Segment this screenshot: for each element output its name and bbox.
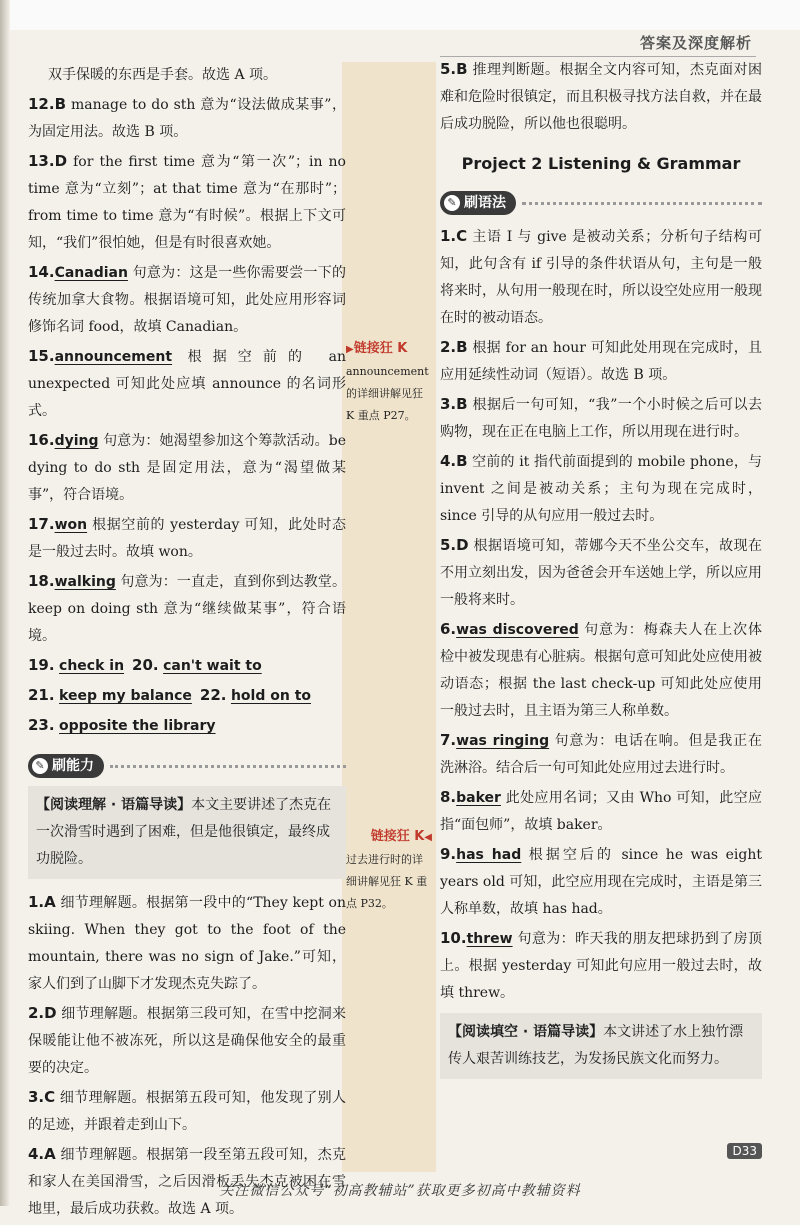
item-explanation: 根据语境可知，蒂娜今天不坐公交车，故现在不用立刻出发，因为爸爸会开车送她上学，所以应用一般将来时。: [440, 538, 762, 608]
item-answer: A: [44, 1145, 56, 1163]
link-note-tag: 链接狂 K: [370, 829, 425, 844]
item-number: 14.: [28, 263, 55, 281]
footer-note: 关注微信公众号“初高教辅站”获取更多初高中教辅资料: [219, 1183, 581, 1199]
header-title: 答案及深度解析: [639, 34, 752, 52]
page-number: D33: [727, 1143, 762, 1159]
item-explanation: 细节理解题。根据第一段至第五段可知，杰克和家人在美国滑雪，之后因滑板丢失杰克被困在雪地里，最后成功获救。故选 A 项。: [28, 1147, 346, 1217]
item-explanation: 句意为：梅森夫人在上次体检中被发现患有心脏病。根据句意可知此处应使用被动语态；根据 the last check-up 可知此处应使用一般过去时，且主语为第三人称单数。: [440, 622, 763, 719]
reading-guide-text: 本文主要讲述了杰克在一次滑雪时遇到了困难，但是他很镇定，最终成功脱险。: [36, 797, 332, 867]
item-answer: D: [54, 152, 68, 170]
item-number: 21.: [28, 686, 55, 704]
item-number: 19.: [28, 656, 55, 674]
item-explanation: 句意为：一直走，直到你到达教堂。keep on doing sth 意为“继续做某事”，符合语境。: [28, 574, 346, 644]
answer-item: [28, 511, 346, 566]
item-explanation: 句意为：她渴望参加这个筹款活动。be dying to do sth 是固定用法，意为“渴望做某事”，符合语境。: [28, 433, 346, 503]
item-explanation: manage to do sth 意为“设法做成某事”，为固定用法。故选 B 项。: [28, 97, 346, 140]
short-answer-row: [28, 682, 346, 710]
item-number: 20.: [132, 656, 159, 674]
item-answer: A: [44, 893, 56, 911]
item-explanation: 主语 I 与 give 是被动关系；分析句子结构可知，此句含有 if 引导的条件状语从句，主句是一般将来时，从句用一般现在时，所以设空处应用一般现在时的被动语态。: [440, 229, 762, 326]
item-answer: won: [54, 517, 88, 533]
pencil-icon: ✎: [444, 195, 460, 211]
item-number: 13.: [28, 152, 55, 170]
grammar-badge: [440, 191, 516, 215]
item-number: 3.: [28, 1088, 45, 1106]
answer-item: 5.B 推理判断题。根据全文内容可知，杰克面对困难和危险时很镇定，而且积极寻找方法自救，并在最后成功脱险，所以他也很聪明。: [440, 60, 762, 132]
item-number: 8.: [440, 788, 457, 806]
item-explanation: 根据空前的 an unexpected 可知此处应填 announce 的名词形式。: [28, 349, 346, 419]
answer-item: [28, 1084, 346, 1139]
left-column: [28, 62, 346, 1225]
item-explanation: 根据 for an hour 可知此处用现在完成时，且应用延续性动词（短语）。故选 B 项。: [440, 340, 762, 383]
item-number: 10.: [440, 929, 467, 947]
fill-guide-text: 本文讲述了水上独竹漂传人艰苦训练技艺，为发扬民族文化而努力。: [448, 1024, 744, 1067]
item-explanation: 句意为：这是一些你需要尝一下的传统加拿大食物。根据语境可知，此处应用形容词修饰名词 food，故填 Canadian。: [28, 265, 346, 335]
answer-item: [28, 259, 346, 341]
answer-item: [440, 727, 762, 782]
item-explanation: 细节理解题。根据第三段可知，在雪中挖洞来保暖能让他不被冻死，所以这是确保他安全的最重要的决定。: [28, 1006, 346, 1076]
reading-answer-list: [28, 889, 346, 1223]
link-note-2: [346, 826, 432, 915]
section-badge-row: [440, 191, 762, 215]
item-number: 18.: [28, 572, 55, 590]
link-note-text: 过去进行时的详细讲解见狂 K 重点 P32。: [346, 853, 428, 910]
middle-margin-column: [342, 62, 436, 1172]
link-note-1: [346, 338, 432, 427]
item-answer: D: [44, 1004, 57, 1022]
red-arrow-icon: ◀: [424, 832, 432, 843]
link-note-tag: 链接狂 K: [353, 341, 408, 356]
item-explanation: 根据空后的 since he was eight years old 可知，此空应用现在完成时，主语是第三人称单数，故填 has had。: [440, 847, 762, 917]
item-answer: announcement: [54, 349, 173, 365]
answer-item: [28, 1000, 346, 1082]
item-explanation: 细节理解题。根据第一段中的“They kept on skiing. When they got to the foot of the mountain, there was no sign of Jake.”可知，家人们到了山脚下才发现杰克失踪了。: [28, 895, 346, 992]
item-number: 7.: [440, 731, 457, 749]
item-number: 4.: [440, 452, 457, 470]
answer-item: [28, 568, 346, 650]
item-answer: B: [456, 452, 468, 470]
answer-item: [440, 784, 762, 839]
item-number: 17.: [28, 515, 55, 533]
answer-item: [28, 91, 346, 146]
item-explanation: 根据空前的 yesterday 可知，此处时态是一般过去时。故填 won。: [28, 517, 346, 560]
item-answer: has had: [456, 847, 522, 863]
item-answer: B: [456, 395, 468, 413]
answer-item: [440, 616, 762, 725]
item-number: 1.: [28, 893, 45, 911]
answer-item: [440, 223, 762, 332]
item-answer: hold on to: [230, 688, 312, 704]
item-number: 1.: [440, 227, 457, 245]
intro-line: 双手保暖的东西是手套。故选 A 项。: [48, 67, 278, 83]
dotted-divider: [110, 765, 346, 768]
item-number: 2.: [28, 1004, 45, 1022]
badge-label: 刷能力: [52, 758, 94, 774]
short-answer-list: [28, 652, 346, 740]
item-number: 15.: [28, 347, 55, 365]
answer-item: [440, 532, 762, 614]
item-answer: D: [456, 536, 469, 554]
item-answer: B: [54, 95, 67, 113]
item-number: 16.: [28, 431, 55, 449]
item-answer: was discovered: [456, 622, 579, 638]
section-badge-row: [28, 754, 346, 778]
fill-guide-box: [440, 1013, 762, 1079]
item-answer: check in: [59, 658, 125, 674]
item-answer: C: [456, 227, 468, 245]
answer-item: [440, 841, 762, 923]
page-binding-shadow: [0, 0, 10, 1206]
item-number: 6.: [440, 620, 457, 638]
item-explanation: 此处应用名词；又由 Who 可知，此空应指“面包师”，故填 baker。: [440, 790, 762, 833]
item-number: 3.: [440, 395, 457, 413]
item-answer: B: [456, 338, 468, 356]
top-margin: [0, 0, 800, 30]
answer-item: [28, 889, 346, 998]
answer-item: [440, 391, 762, 446]
answer-item: [440, 334, 762, 389]
item-explanation: for the first time 意为“第一次”；in no time 意为“立刻”；at that time 意为“在那时”；from time to time 意为“有时候”。根据上下文可知，“我们”很怕她，但是有时很喜欢她。: [28, 154, 346, 251]
reading-guide-tag: 【阅读理解 · 语篇导读】: [36, 797, 192, 813]
item-number: 4.: [28, 1145, 45, 1163]
item-answer: dying: [54, 433, 99, 449]
item-answer: Canadian: [54, 265, 128, 281]
ability-badge: [28, 754, 104, 778]
answer-item: [440, 448, 762, 530]
item-answer: can't wait to: [163, 658, 262, 674]
item-answer: was ringing: [456, 733, 550, 749]
item-answer: threw: [466, 931, 513, 947]
item-answer: walking: [54, 574, 116, 590]
item-answer: C: [44, 1088, 56, 1106]
link-note-text: announcement 的详细讲解见狂 K 重点 P27。: [346, 365, 429, 422]
item-explanation: 句意为：电话在响。但是我正在洗淋浴。结合后一句可知此处应用过去进行时。: [440, 733, 762, 776]
red-arrow-icon: ▶: [346, 344, 354, 355]
reading-guide-box: [28, 786, 346, 879]
grammar-answer-list: [440, 223, 762, 1007]
answer-item: [28, 148, 346, 257]
dotted-divider: [522, 202, 762, 205]
badge-label: 刷语法: [464, 195, 506, 211]
item-number: 2.: [440, 338, 457, 356]
short-answer-row: [28, 712, 346, 740]
item-explanation: 根据后一句可知，“我”一个小时候之后可以去购物，现在正在电脑上工作，所以用现在进行时。: [440, 397, 762, 440]
answer-item: [28, 343, 346, 425]
section-title: Project 2 Listening & Grammar: [461, 154, 741, 173]
item-number: 22.: [199, 686, 227, 704]
item-explanation: 细节理解题。根据第五段可知，他发现了别人的足迹，并跟着走到山下。: [28, 1090, 346, 1133]
fill-guide-tag: 【阅读填空 · 语篇导读】: [448, 1024, 604, 1040]
item-answer: keep my balance: [59, 688, 192, 704]
short-answer-row: [28, 652, 346, 680]
item-answer: opposite the library: [59, 718, 216, 734]
left-answer-list: [28, 91, 346, 650]
item-answer: baker: [456, 790, 501, 806]
item-explanation: 空前的 it 指代前面提到的 mobile phone，与 invent 之间是被动关系；主句为现在完成时，since 引导的从句应用一般过去时。: [440, 454, 762, 524]
item-explanation: 句意为：昨天我的朋友把球扔到了房顶上。根据 yesterday 可知此句应用一般过去时，故填 threw。: [440, 931, 762, 1001]
item-number: 9.: [440, 845, 457, 863]
item-number: 23.: [28, 716, 55, 734]
pencil-icon: ✎: [32, 758, 48, 774]
item-number: 5.: [440, 536, 457, 554]
answer-item: [28, 427, 346, 509]
item-number: 12.: [28, 95, 55, 113]
right-column: [440, 56, 762, 1089]
answer-item: [440, 925, 762, 1007]
